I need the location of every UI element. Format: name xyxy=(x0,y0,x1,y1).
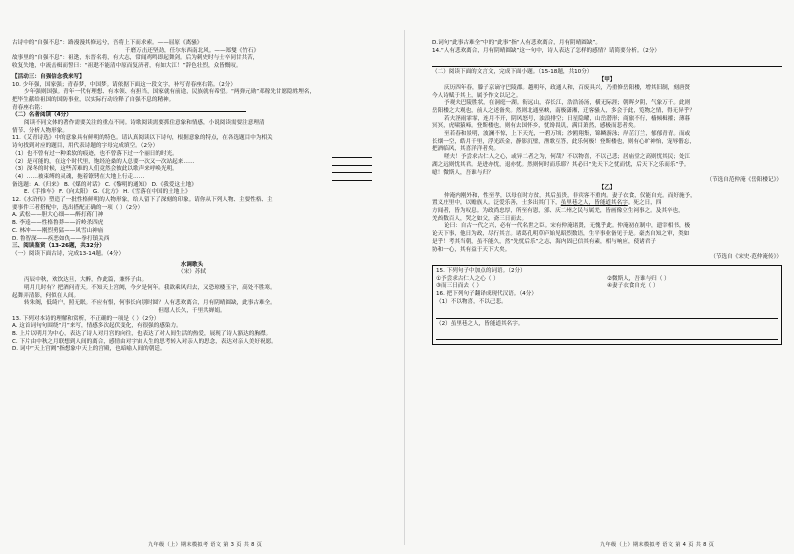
passage-line: 长烟一空，皓月千里，浮光跃金，静影沉璧，渔歌互答，此乐何极！登斯楼也，则有心旷神怡，宠辱偕忘， xyxy=(432,138,695,145)
translate-item: （1）不以物喜，不以己悲。 xyxy=(436,298,507,305)
passage-text: 置义庄里中，以赡族人。泛爱乐善，士多出其门下， xyxy=(432,200,561,207)
page-4-column xyxy=(432,40,782,345)
passage-line: 论天下事，他日为政，尽行其言。诸葛孔明草庐始见昭烈数语，生平事业备见于是。豪杰自知之审，类如 xyxy=(432,231,690,238)
passage-line xyxy=(432,200,782,208)
passage-line: 嗟夫！予尝求古仁人之心，或异二者之为，何哉？不以物喜，不以己悲；居庙堂之高则忧其民；处江 xyxy=(444,154,691,161)
text-line: 阅读不同文体的著作需要关注的重点不同。诗歌阅读需要抓住意象和情感，小说阅读需要注意理清 xyxy=(24,120,265,127)
text-line: 把毕生献给祖国的国防事业，以实际行动诠释了自强不息的精神。 xyxy=(12,96,175,103)
poem-line: 起舞弄清影，何似在人间。 xyxy=(12,292,80,299)
answer-line[interactable] xyxy=(432,57,782,67)
choice-c: C. 林冲——刚烈勇猛——风雪山神庙 xyxy=(12,227,104,234)
verse-line xyxy=(12,151,372,159)
question-15: 15. 下列句子中加点的词语。（2分） xyxy=(436,267,526,274)
passage-line: 庆历四年春，滕子京谪守巴陵郡。越明年，政通人和，百废具兴，乃重修岳阳楼，增其旧制，刻唐贤 xyxy=(444,84,691,91)
question-10: 10. 少年强，国家强；青春梦，中国梦。请依据下面这一段文字，补写青春座右铭。（2分） xyxy=(12,81,236,88)
activity-heading: 【活动三：自强信念我来写】 xyxy=(12,73,85,80)
poem-line: 丙辰中秋，欢饮达旦，大醉，作此篇，兼怀子由。 xyxy=(24,277,148,284)
passage-line: 仲淹内刚外和，性至孝，以母在时方贫，其后虽贵，非宾客不重肉。妻子衣食，仅能自充。而好施予， xyxy=(444,192,696,199)
verse-text: （2）是可能的，在这个时代里，饱经沧桑的人总要一次又一次站起来…… xyxy=(12,158,195,165)
answer-box xyxy=(432,265,782,345)
page-footer-right: 九年级（上）期末模拟考 语文 第 4 页 共 8 页 xyxy=(600,542,715,548)
poem-line: 明月几时有？把酒问青天。不知天上宫阙，今夕是何年。我欲乘风归去，又恐琼楼玉宇，高处不胜寒。 xyxy=(24,284,276,291)
question-14: 14.“人有悲欢离合，月有阴晴圆缺”这一句中，诗人表达了怎样的感情？请简要分析。（2分） xyxy=(432,47,661,54)
passage-line: 是乎！考其当朝，虽不能久，然“先忧后乐”之志，海内固已信其有素，相与响应，使诸君子 xyxy=(432,238,656,245)
passage-line: 噫！微斯人，吾谁与归？ xyxy=(432,169,494,176)
question-16: 16. 把下列句子翻译成现代汉语。（4分） xyxy=(436,291,537,298)
passage-line: 若夫淫雨霏霏，连月不开，阴风怒号，浊浪排空；日星隐曜，山岳潜形；商旅不行，樯倾楫摧；薄暮 xyxy=(444,115,691,122)
translate-item: （2）虽里巷之人，皆能道其名字。 xyxy=(436,320,524,327)
answer-blank[interactable] xyxy=(46,105,246,112)
passage-text: 。死之日，四 xyxy=(627,200,662,207)
question-11: 11.《艾青诗选》中的意象具有鲜明的特色。请认真阅读以下诗句，根据意象的特点，在各选题目中为相关 xyxy=(12,135,273,142)
passage-line: 湖之远则忧其君。是进亦忧，退亦忧。然则何时而乐耶？其必曰“先天下之忧而忧，后天下之乐而乐”乎。 xyxy=(432,161,690,168)
choice-c: C. 下片由中秋之月联想到人间的离合，感情由对宇宙人生的思考转入对亲人的思念，表达对亲人美好祝愿。 xyxy=(12,338,277,345)
passage-line: 方闻者，皆为叹息。为政尚忠厚，所至有恩，邠、庆二州之民与属羌，皆画像立生祠事之。及其卒也， xyxy=(432,208,684,215)
passage-line: 冥冥，虎啸猿啼。登斯楼也，则有去国怀乡，忧谗畏讥，满目萧然，感极而悲者矣。 xyxy=(432,123,639,130)
choice-b: B. 李逵——性格鲁莽——沂岭杀四虎 xyxy=(12,220,104,227)
text-line: 收复失地，中流击楫而誓曰：“祖逖不能清中原而复济者，有如大江！”辞色壮烈，众皆慨叹。 xyxy=(12,63,242,70)
answer-blank[interactable] xyxy=(332,166,372,173)
word-row xyxy=(436,283,778,291)
text-line: 故事里的“自强不息”：祖逖，东晋名将，有大志，常闻鸡鸣即起舞剑。后为刺史时与士卒同甘共苦， xyxy=(12,55,259,62)
choice-a: A. 这首词句句围绕“月”来写，情感多次起伏变化，有很强的感染力。 xyxy=(12,323,182,330)
choice-b: B. 上片以明月为中心，表达了诗人对月宫的向往，也表达了对人间生活的热爱，展现了诗人豁达的胸襟。 xyxy=(12,331,272,338)
answer-line[interactable] xyxy=(436,309,778,319)
passage-label: 【乙】 xyxy=(598,184,616,191)
section-heading: 三、阅读鉴赏（13-26题，共32分） xyxy=(12,243,105,250)
answer-blank[interactable] xyxy=(332,151,372,158)
choice-d: D.词句“此事古难全”中的“此事”指“人有悲欢离合，月有阴晴圆缺”。 xyxy=(432,40,601,46)
options-line: E.《手推车》 F.《向太阳》 G.《北方》 H.《雪落在中国的土地上》 xyxy=(24,189,191,196)
page-3-column xyxy=(12,40,372,354)
text-line: 古诗中的“自强不息”：路漫漫其修远兮，吾将上下而求索。——屈原《离骚》 xyxy=(12,40,203,46)
source-note: （节选自《宋史·范仲淹传》） xyxy=(710,254,782,261)
text-line: 情节、分析人物形象。 xyxy=(12,127,68,134)
page-divider xyxy=(404,30,405,545)
text-line: 要事件三者搭配中，选出搭配正确的一项（ ）（2分） xyxy=(12,204,144,211)
section-heading: （二）阅读下面的文言文，完成下面小题。（15-18题，共10分） xyxy=(432,69,593,76)
passage-line: 把酒临风，其喜洋洋者矣。 xyxy=(432,146,500,153)
text-line: 诗句找到对应的题目，用代表诗题的字母完成填空。（2分） xyxy=(12,143,159,150)
section-heading: （二）名著阅读（4分） xyxy=(12,112,72,119)
verse-line xyxy=(12,166,372,174)
choice-a: A. 武松——胆大心细——醉打蒋门神 xyxy=(12,212,104,219)
choice-d: D. 词中“天上宫阙”指想象中天上的宫殿，也暗喻人间的朝廷。 xyxy=(12,346,166,353)
word-item: ②微斯人，吾谁与归（ ） xyxy=(607,275,670,282)
passage-line: 今人诗赋于其上，属予作文以记之。 xyxy=(432,92,522,99)
underlined-sentence: 虽里巷之人，皆能道其名字 xyxy=(560,200,628,207)
answer-blank[interactable] xyxy=(332,159,372,166)
answer-line[interactable] xyxy=(436,330,778,340)
text-line: （一）阅读下面古诗，完成13-14题。（4分） xyxy=(12,250,125,257)
passage-line: 论曰：自古一代之兴，必有一代名世之臣。宋有仲淹诸贤，无愧乎此。仲淹初在制中，遗宰相书，极 xyxy=(444,223,691,230)
options-line: 备选题：A.《归来》 B.《煤的对话》 C.《黎明的通知》 D.《我爱这土地》 xyxy=(12,181,197,188)
word-item: ③而三日而去（ ） xyxy=(436,283,482,290)
page-footer-left: 九年级（上）期末模拟考 语文 第 3 页 共 8 页 xyxy=(148,542,263,548)
verse-line xyxy=(12,174,372,182)
poem-title: 水调歌头 xyxy=(180,261,204,268)
answer-blank[interactable] xyxy=(332,174,372,181)
answer-label: 青春座右铭： xyxy=(12,104,46,111)
question-12: 12.《水浒传》塑造了一批性格鲜明的人物形象，给人留下了深刻的印象。请你从下列人物、主要性格、主 xyxy=(12,197,273,204)
word-item: ①予尝求古仁人之心（ ） xyxy=(436,275,499,282)
choice-d: D. 鲁智深——疾恶如仇——拳打镇关西 xyxy=(12,235,110,242)
passage-line: 予观夫巴陵胜状，在洞庭一湖。衔远山，吞长江，浩浩汤汤，横无际涯；朝晖夕阴，气象万千。此则 xyxy=(444,100,691,107)
source-note: （节选自范仲淹《岳阳楼记》） xyxy=(706,177,782,184)
text-line: 少年强则国强。青年一代有理想、有本领、有担当，国家就有前途，民族就有希望。“两弹元勋”邓稼先甘愿隐姓埋名， xyxy=(24,89,316,96)
question-13: 13. 下列对本诗的理解和赏析，不正确的一项是（ ）（2分） xyxy=(12,315,160,322)
passage-line: 至若春和景明，波澜不惊，上下天光，一碧万顷；沙鸥翔集，锦鳞游泳；岸芷汀兰，郁郁青青。而或 xyxy=(444,131,691,138)
text-line: 千磨万击还坚劲，任尔东西南北风。——郑燮《竹石》 xyxy=(124,47,260,54)
verse-text: （1）也不曾有过一种柔软的痕迹，也不曾落下过一个丽日的时光。 xyxy=(12,150,178,157)
passage-label: 【甲】 xyxy=(598,77,616,84)
passage-line: 岳阳楼之大观也，前人之述备矣。然则北通巫峡，南极潇湘，迁客骚人，多会于此，览物之情，得无异乎？ xyxy=(432,107,695,114)
passage-line: 羌酋数百人，哭之如父，斋三日而去。 xyxy=(432,215,528,222)
verse-text: （4）……被束缚的灵魂，拖着镣铐在大地上行走…… xyxy=(12,173,145,180)
word-item: ④妻子衣食自充（ ） xyxy=(607,283,659,290)
poem-author: （宋）苏轼 xyxy=(178,269,206,276)
verse-text: （3）深冬的时候，这些苦难的人们竟然会彼此以歌声来呼唤光明。 xyxy=(12,166,178,173)
passage-line: 协和一心，其有益于天下大矣。 xyxy=(432,246,511,253)
poem-line: 但愿人长久，千里共婵娟。 xyxy=(158,307,226,314)
poem-line: 转朱阁，低绮户，照无眠。不应有恨，何事长向别时圆？人有悲欢离合，月有阴晴圆缺，此事古难全。 xyxy=(24,300,276,307)
